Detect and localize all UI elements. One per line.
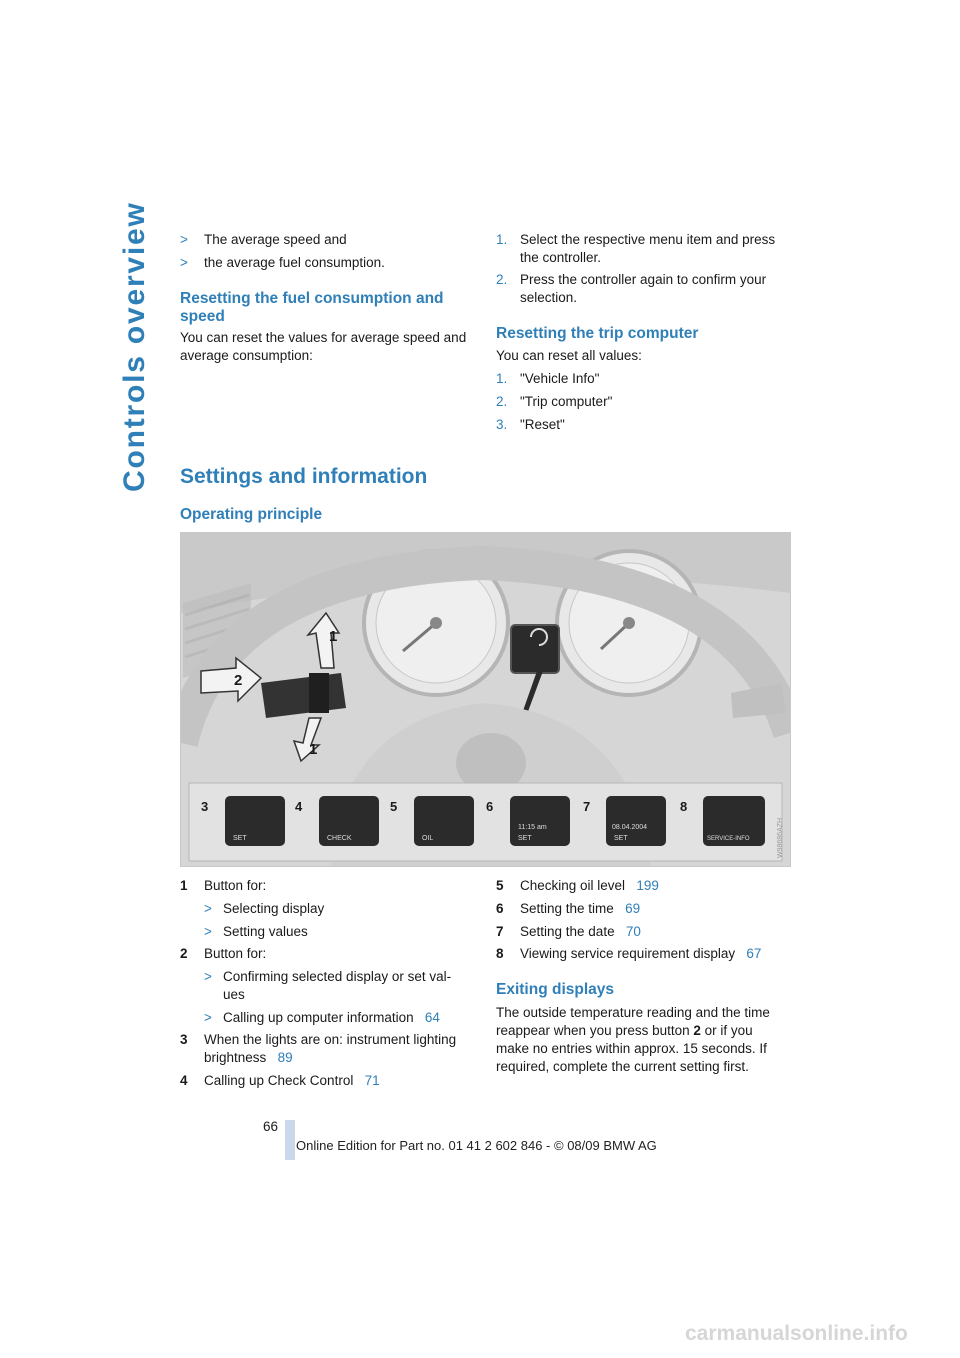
callout-8: 8 xyxy=(680,799,688,814)
instrument-cluster-figure xyxy=(180,532,791,867)
section-sidebar-title xyxy=(118,201,158,492)
exiting-displays-heading: Exiting displays xyxy=(496,981,615,998)
step-text: "Vehicle Info" xyxy=(520,371,600,386)
display-7 xyxy=(606,796,666,846)
display-8-label: SERVICE-INFO xyxy=(707,836,750,842)
callout-2: 2 xyxy=(234,672,243,689)
trip-reset-body: You can reset all values: xyxy=(496,348,642,363)
display-4-label: CHECK xyxy=(327,835,352,842)
section-title-text: Controls overview xyxy=(118,201,151,492)
bullet-text: The average speed and xyxy=(204,232,347,247)
legend-item-2: 2 Button for: xyxy=(180,946,267,961)
callout-4: 4 xyxy=(295,799,303,814)
legend-item-4: 4 Calling up Check Control 71 xyxy=(180,1073,380,1088)
step-number: 1. xyxy=(496,371,508,386)
bullet-text: the average fuel consumption. xyxy=(204,255,385,270)
exiting-displays-body: The outside temperature reading and the time reappear when you press button 2 or if you make no entries within approx. 15 seconds. If required, complete the current setting first. xyxy=(496,1005,770,1074)
callout-1-top: 1 xyxy=(329,628,338,645)
step-text: Press the controller again to confirm your selection. xyxy=(520,272,767,305)
display-6-time: 11:15 am xyxy=(518,824,547,831)
watermark: carmanualsonline.info xyxy=(685,1322,908,1345)
display-3-label: SET xyxy=(233,835,247,842)
display-3 xyxy=(225,796,285,846)
callout-3: 3 xyxy=(201,799,209,814)
trip-reset-heading: Resetting the trip computer xyxy=(496,325,699,342)
display-6 xyxy=(510,796,570,846)
display-6-label: SET xyxy=(518,835,532,842)
step-number: 1. xyxy=(496,232,508,247)
callout-5: 5 xyxy=(390,799,398,814)
operating-principle-heading: Operating principle xyxy=(180,506,323,523)
figure-code: W98686AZH xyxy=(777,817,784,858)
step-text: "Reset" xyxy=(520,417,565,432)
page-ref-link[interactable]: 69 xyxy=(625,901,641,916)
settings-heading: Settings and information xyxy=(180,465,428,488)
page-number: 66 xyxy=(263,1119,279,1134)
reset-fuel-heading: Resetting the fuel consumption and speed xyxy=(180,290,444,325)
reset-fuel-body: You can reset the values for average speed and average consumption: xyxy=(180,330,467,363)
step-text: Select the respective menu item and press the controller. xyxy=(520,232,776,265)
legend-item-1: 1 Button for: xyxy=(180,878,267,893)
step-text: "Trip computer" xyxy=(520,394,613,409)
legend-item-6: 6 Setting the time 69 xyxy=(496,901,641,916)
edition-note: Online Edition for Part no. 01 41 2 602 846 - © 08/09 BMW AG xyxy=(296,1138,657,1153)
page-ref-link[interactable]: 71 xyxy=(364,1073,380,1088)
page-ref-link[interactable]: 64 xyxy=(424,1010,440,1025)
bullet-mark: > xyxy=(180,232,188,247)
legend-item-8: 8 Viewing service requirement display 67 xyxy=(496,946,762,961)
display-4 xyxy=(319,796,379,846)
page-ref-link[interactable]: 70 xyxy=(625,924,641,939)
page-ref-link[interactable]: 67 xyxy=(746,946,762,961)
footer-accent-bar xyxy=(285,1120,295,1160)
step-number: 2. xyxy=(496,394,508,409)
step-number: 2. xyxy=(496,272,508,287)
display-7-label: SET xyxy=(614,835,628,842)
callout-6: 6 xyxy=(486,799,494,814)
callout-1-bottom: 1 xyxy=(309,741,318,758)
legend-item-7: 7 Setting the date 70 xyxy=(496,924,641,939)
legend-item-5: 5 Checking oil level 199 xyxy=(496,878,659,893)
display-7-date: 08.04.2004 xyxy=(612,824,648,831)
display-5-label: OIL xyxy=(422,835,434,842)
display-5 xyxy=(414,796,474,846)
callout-7: 7 xyxy=(583,799,591,814)
legend-item-3: 3 When the lights are on: instrument lighting brightness 89 xyxy=(180,1032,457,1065)
page-ref-link[interactable]: 89 xyxy=(277,1050,293,1065)
display-8 xyxy=(703,796,765,846)
bullet-mark: > xyxy=(180,255,188,270)
step-number: 3. xyxy=(496,417,508,432)
page-ref-link[interactable]: 199 xyxy=(636,878,659,893)
